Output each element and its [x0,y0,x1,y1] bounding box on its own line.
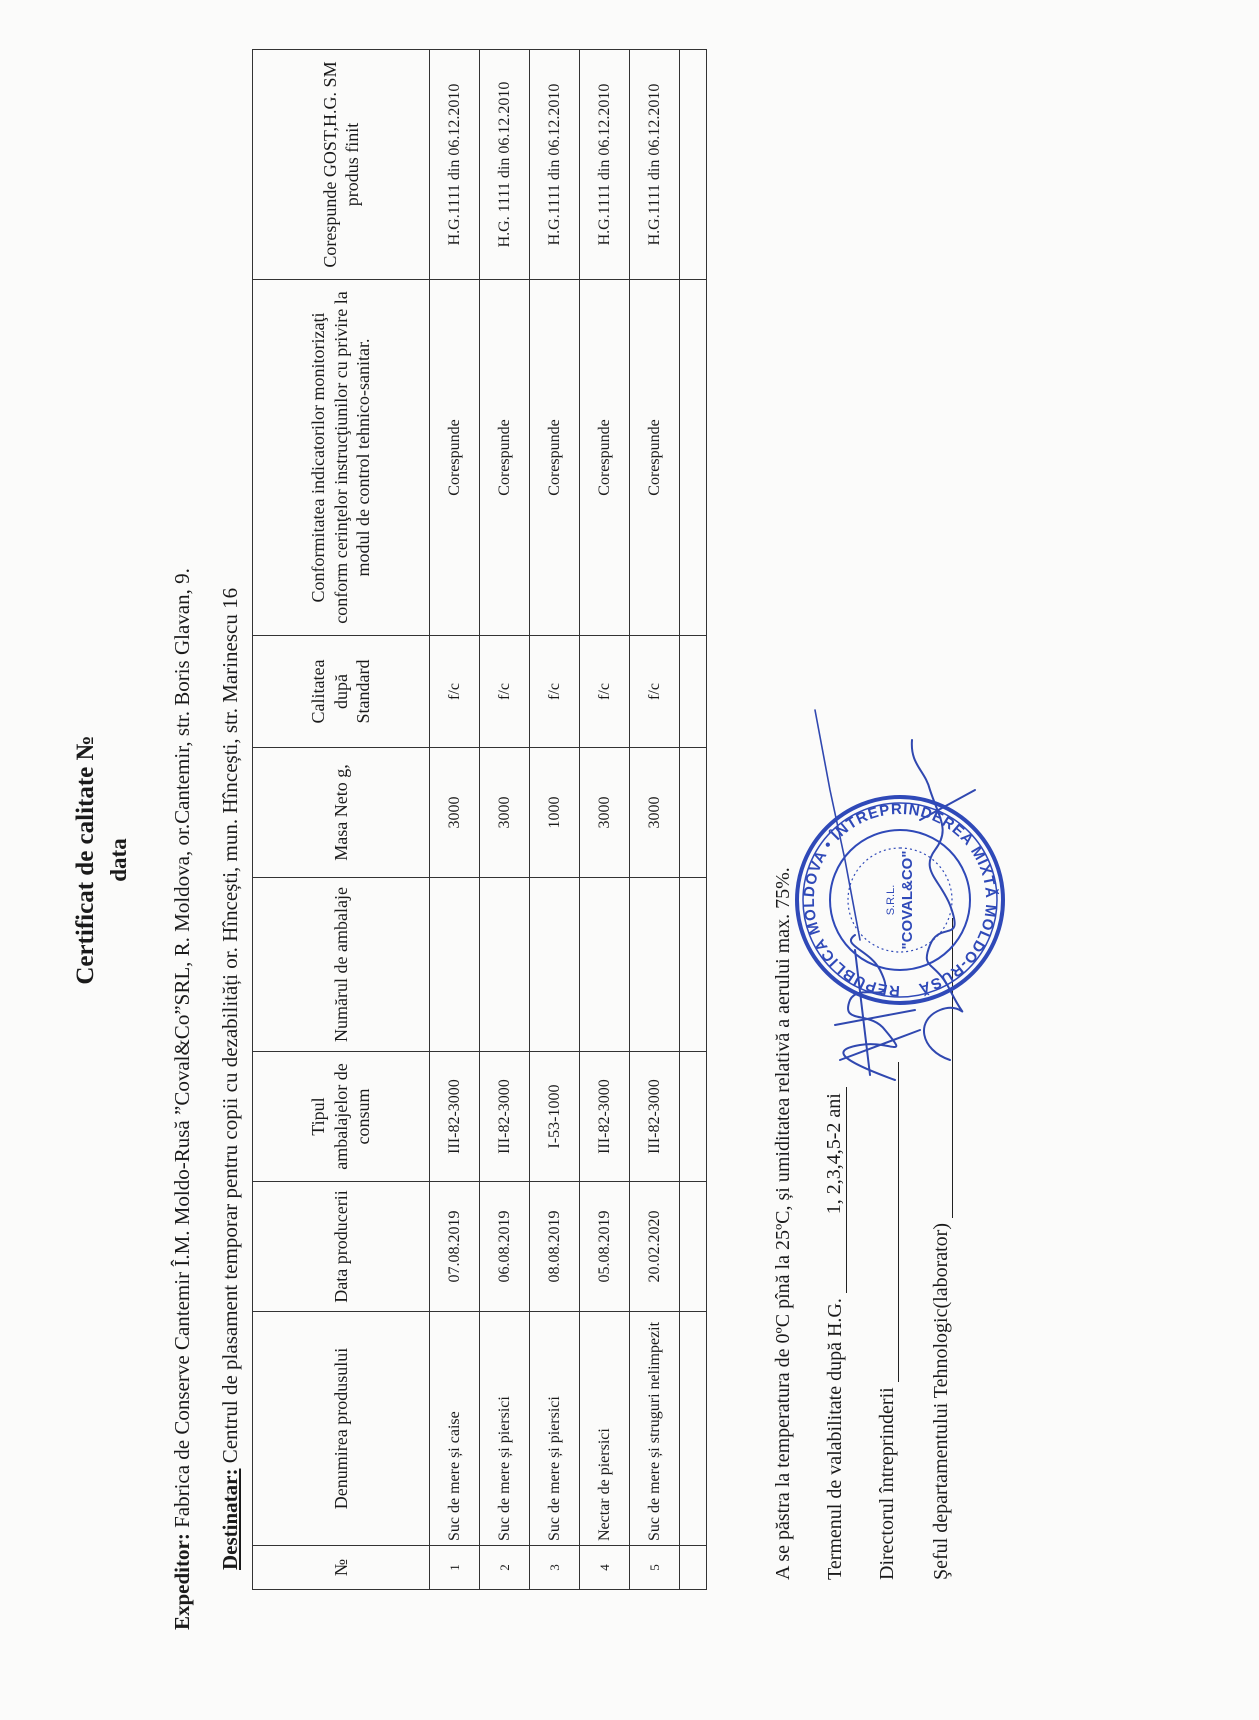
row-quality: f/c [630,636,680,748]
header-pack: Tipul ambalajelor de consum [253,1052,430,1182]
header-count: Numărul de ambalaje [253,878,430,1052]
row-name: Suc de mere și piersici [480,1312,530,1546]
table-empty-row [680,50,707,1590]
header-conformity: Conformitatea indicatorilor monitorizaţi conform cerinţelor instrucţiunilor cu privire la modul de control tehnico-sanitar. [253,280,430,636]
row-nr: 5 [630,1546,680,1590]
svg-text:"COVAL&CO": "COVAL&CO" [899,850,916,950]
director-label: Directorul întreprinderii [876,1387,898,1580]
row-standard: H.G. 1111 din 06.12.2010 [480,50,530,280]
row-name: Suc de mere și caise [430,1312,480,1546]
row-mass: 3000 [430,748,480,878]
expeditor-label: Expeditor: [170,1533,194,1630]
validity-line [823,1087,847,1580]
certificate-title: Certificat de calitate № [72,735,99,985]
row-nr: 4 [580,1546,630,1590]
row-mass: 3000 [580,748,630,878]
destinatar-label: Destinatar: [218,1468,242,1570]
header-mass: Masa Neto g, [253,748,430,878]
row-standard: H.G.1111 din 06.12.2010 [530,50,580,280]
row-conformity: Corespunde [530,280,580,636]
row-date: 06.08.2019 [480,1182,530,1312]
table-header-row [253,50,430,1590]
row-pack: III-82-3000 [630,1052,680,1182]
company-seal-stamp [790,790,1010,1010]
row-quality: f/c [580,636,630,748]
destinatar-value: Centrul de plasament temporar pentru copii cu dezabilități or. Hîncești, mun. Hîncești, str. Marinescu 16 [218,587,242,1464]
row-pack: III-82-3000 [580,1052,630,1182]
row-standard: H.G.1111 din 06.12.2010 [580,50,630,280]
products-table [252,49,707,1590]
row-count [580,878,630,1052]
row-standard: H.G.1111 din 06.12.2010 [630,50,680,280]
row-date: 07.08.2019 [430,1182,480,1312]
row-count [630,878,680,1052]
expeditor-value: Fabrica de Conserve Cantemir Î.M. Moldo-Rusă ”Coval&Co”SRL, R. Moldova, or.Cantemir, str. Boris Glavan, 9. [170,568,194,1528]
row-pack: I-53-1000 [530,1052,580,1182]
row-mass: 1000 [530,748,580,878]
row-pack: III-82-3000 [430,1052,480,1182]
row-mass: 3000 [630,748,680,878]
director-line [876,1062,899,1580]
row-pack: III-82-3000 [480,1052,530,1182]
row-quality: f/c [430,636,480,748]
row-name: Nectar de piersici [580,1312,630,1546]
svg-text:S.R.L.: S.R.L. [885,884,897,916]
row-conformity: Corespunde [480,280,530,636]
empty-cell [680,878,707,1052]
row-conformity: Corespunde [430,280,480,636]
empty-cell [680,1052,707,1182]
certificate-date-label: data [106,838,131,882]
rotated-document [30,20,1230,1700]
svg-text:REPUBLICA MOLDOVA • ÎNTREPRIND: REPUBLICA MOLDOVA • ÎNTREPRINDEREA MIXTĂ MOLDO-RUSĂ [800,800,1000,1000]
header-standard: Corespunde GOST,H.G. SM produs finit [253,50,430,280]
row-standard: H.G.1111 din 06.12.2010 [430,50,480,280]
row-count [430,878,480,1052]
table-row [430,50,480,1590]
table-row [530,50,580,1590]
head-label: Şeful departamentului Tehnologic(laborator) [930,1222,952,1580]
row-conformity: Corespunde [580,280,630,636]
empty-cell [680,280,707,636]
destinatar-line [218,588,243,1570]
empty-cell [680,1546,707,1590]
row-name: Suc de mere și piersici [530,1312,580,1546]
expeditor-line [170,568,195,1630]
empty-cell [680,50,707,280]
header-nr: № [253,1546,430,1590]
table-row [480,50,530,1590]
row-name: Suc de mere și struguri nelimpezit [630,1312,680,1546]
table-row [580,50,630,1590]
row-date: 05.08.2019 [580,1182,630,1312]
row-date: 08.08.2019 [530,1182,580,1312]
row-mass: 3000 [480,748,530,878]
empty-cell [680,1182,707,1312]
validity-value: 1, 2,3,4,5-2 ani [823,1087,847,1293]
row-count [530,878,580,1052]
row-date: 20.02.2020 [630,1182,680,1312]
storage-note: A se păstra la temperatura de 0ºC pînă la 25ºC, și umiditatea relativă a aerului max. 75%. [772,867,794,1580]
row-quality: f/c [530,636,580,748]
header-quality: Calitatea după Standard [253,636,430,748]
header-name: Denumirea produsului [253,1312,430,1546]
empty-cell [680,1312,707,1546]
row-nr: 3 [530,1546,580,1590]
table-row [630,50,680,1590]
header-date: Data producerii [253,1182,430,1312]
empty-cell [680,748,707,878]
row-nr: 2 [480,1546,530,1590]
validity-label: Termenul de valabilitate după H.G. [824,1298,846,1580]
row-count [480,878,530,1052]
row-nr: 1 [430,1546,480,1590]
row-quality: f/c [480,636,530,748]
row-conformity: Corespunde [630,280,680,636]
empty-cell [680,636,707,748]
